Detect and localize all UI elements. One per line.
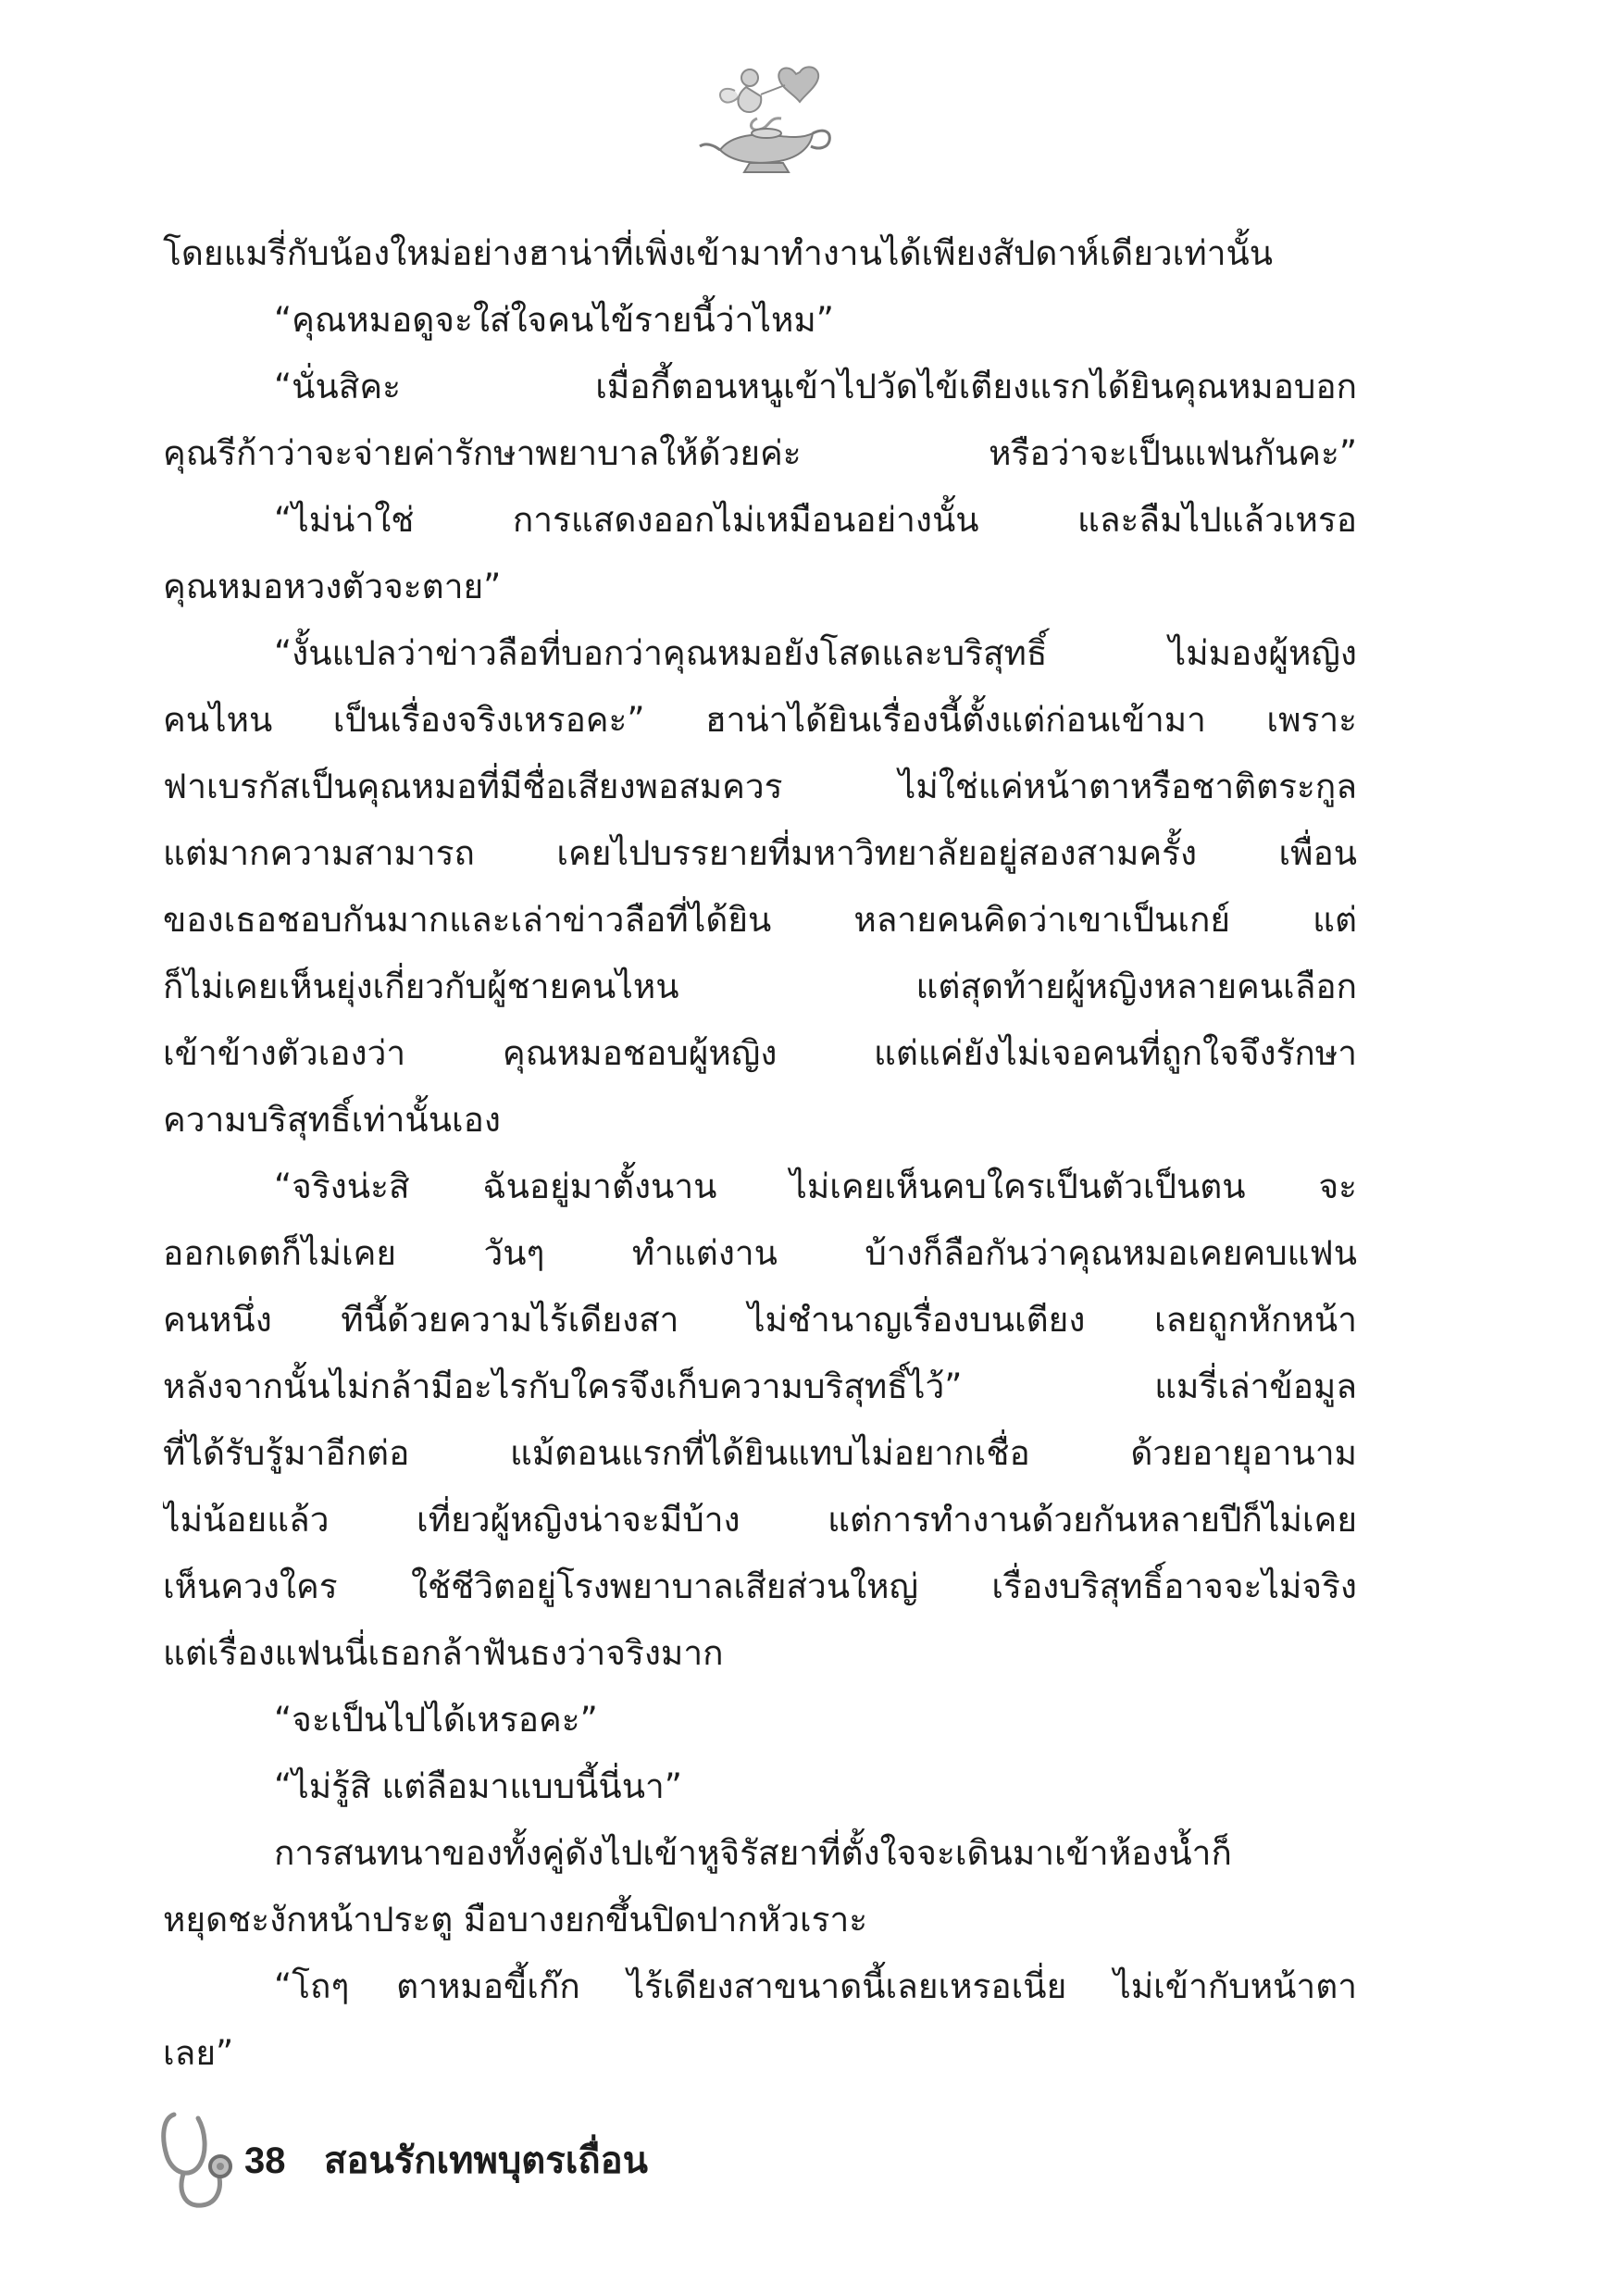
text-line: “ไม่รู้สิ แต่ลือมาแบบนี้นี่นา” (274, 1766, 682, 1806)
stethoscope-icon (154, 2109, 239, 2213)
text-line: ของเธอชอบกันมากและเล่าข่าวลือที่ได้ยิน หลายคนคิดว่าเขาเป็นเกย์ แต่ (163, 900, 1357, 940)
text-line: หลังจากนั้นไม่กล้ามีอะไรกับใครจึงเก็บความบริสุทธิ์ไว้” แมรี่เล่าข้อมูล (163, 1366, 1357, 1406)
text-line: โดยแมรี่กับน้องใหม่อย่างฮาน่าที่เพิ่งเข้ามาทำงานได้เพียงสัปดาห์เดียวเท่านั้น (163, 233, 1274, 273)
text-line: ฟาเบรกัสเป็นคุณหมอที่มีชื่อเสียงพอสมควร ไม่ใช่แค่หน้าตาหรือชาติตระกูล (163, 767, 1357, 806)
text-line: คุณรีก้าว่าจะจ่ายค่ารักษาพยาบาลให้ด้วยค่ะ หรือว่าจะเป็นแฟนกันคะ” (163, 433, 1357, 473)
text-line: คนหนึ่ง ทีนี้ด้วยความไร้เดียงสา ไม่ชำนาญเรื่องบนเตียง เลยถูกหักหน้า (163, 1300, 1357, 1340)
magic-lamp-with-heart-icon (692, 54, 840, 183)
text-line: “นั่นสิคะ เมื่อกี้ตอนหนูเข้าไปวัดไข้เตียงแรกได้ยินคุณหมอบอก (274, 367, 1357, 406)
text-line: ไม่น้อยแล้ว เที่ยวผู้หญิงน่าจะมีบ้าง แต่การทำงานด้วยกันหลายปีก็ไม่เคย (163, 1500, 1357, 1540)
text-line: เลย” (163, 2033, 234, 2073)
text-line: แต่มากความสามารถ เคยไปบรรยายที่มหาวิทยาลัยอยู่สองสามครั้ง เพื่อน (163, 833, 1357, 873)
text-line: “โถๆ ตาหมอขี้เก๊ก ไร้เดียงสาขนาดนี้เลยเหรอเนี่ย ไม่เข้ากับหน้าตา (274, 1966, 1357, 2006)
page-footer (154, 2109, 802, 2220)
text-line: “จริงน่ะสิ ฉันอยู่มาตั้งนาน ไม่เคยเห็นคบใครเป็นตัวเป็นตน จะ (274, 1167, 1357, 1206)
text-line: เห็นควงใคร ใช้ชีวิตอยู่โรงพยาบาลเสียส่วนใหญ่ เรื่องบริสุทธิ์อาจจะไม่จริง (163, 1566, 1357, 1606)
text-line: “งั้นแปลว่าข่าวลือที่บอกว่าคุณหมอยังโสดและบริสุทธิ์ ไม่มองผู้หญิง (274, 633, 1357, 673)
text-line: “คุณหมอดูจะใส่ใจคนไข้รายนี้ว่าไหม” (274, 300, 834, 340)
text-line: ความบริสุทธิ์เท่านั้นเอง (163, 1100, 501, 1140)
text-line: การสนทนาของทั้งคู่ดังไปเข้าหูจิรัสยาที่ตั้งใจจะเดินมาเข้าห้องน้ำก็ (274, 1833, 1232, 1873)
page-number: 38 (244, 2140, 286, 2181)
text-line: “ไม่น่าใช่ การแสดงออกไม่เหมือนอย่างนั้น และลืมไปแล้วเหรอ (274, 500, 1357, 540)
text-line: “จะเป็นไปได้เหรอคะ” (274, 1700, 598, 1740)
body-text (163, 220, 1357, 2087)
text-line: ออกเดตก็ไม่เคย วันๆ ทำแต่งาน บ้างก็ลือกันว่าคุณหมอเคยคบแฟน (163, 1233, 1357, 1273)
text-line: ก็ไม่เคยเห็นยุ่งเกี่ยวกับผู้ชายคนไหน แต่สุดท้ายผู้หญิงหลายคนเลือก (163, 967, 1357, 1006)
text-line: ที่ได้รับรู้มาอีกต่อ แม้ตอนแรกที่ได้ยินแทบไม่อยากเชื่อ ด้วยอายุอานาม (163, 1433, 1357, 1473)
text-line: คนไหน เป็นเรื่องจริงเหรอคะ” ฮาน่าได้ยินเรื่องนี้ตั้งแต่ก่อนเข้ามา เพราะ (163, 700, 1357, 740)
text-line: คุณหมอหวงตัวจะตาย” (163, 567, 502, 606)
text-line: แต่เรื่องแฟนนี่เธอกล้าฟันธงว่าจริงมาก (163, 1633, 724, 1673)
book-title: สอนรักเทพบุตรเถื่อน (324, 2140, 648, 2182)
text-line: หยุดชะงักหน้าประตู มือบางยกขึ้นปิดปากหัวเราะ (163, 1900, 868, 1940)
text-line: เข้าข้างตัวเองว่า คุณหมอชอบผู้หญิง แต่แค่ยังไม่เจอคนที่ถูกใจจึงรักษา (163, 1033, 1357, 1073)
